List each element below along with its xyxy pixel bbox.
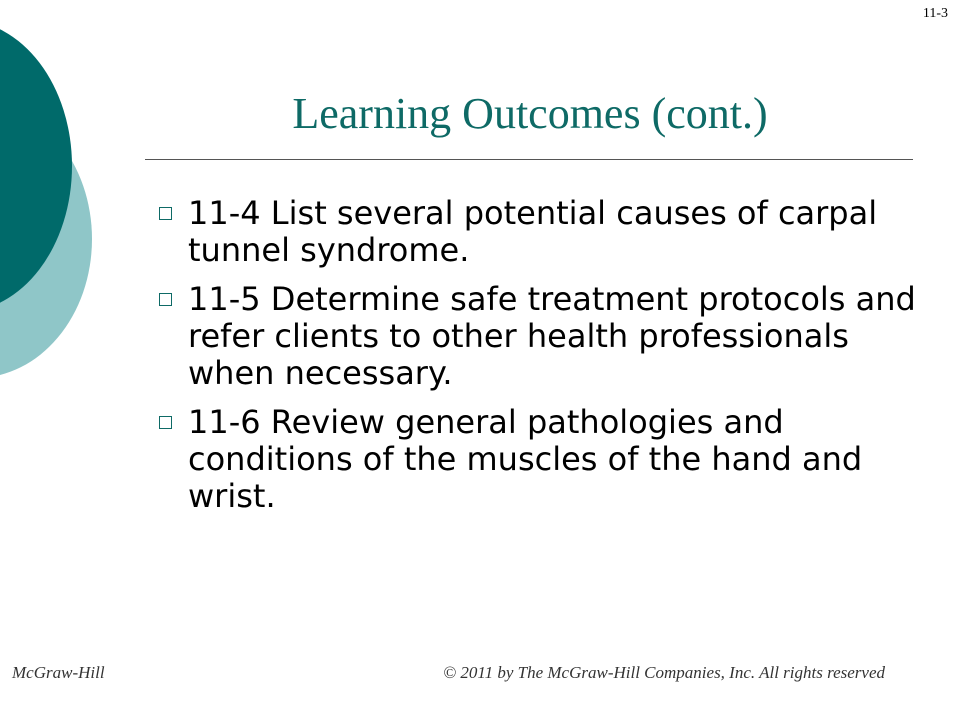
bullet-item — [155, 281, 925, 392]
hollow-square-bullet-icon — [159, 416, 172, 429]
bullet-item — [155, 195, 925, 269]
bullet-list — [155, 195, 925, 527]
bullet-text: 11-4 List several potential causes of carpal tunnel syndrome. — [188, 194, 878, 269]
slide-title: Learning Outcomes (cont.) — [292, 89, 768, 138]
bullet-item — [155, 404, 925, 515]
footer-publisher: McGraw-Hill — [12, 663, 105, 682]
footer-copyright: © 2011 by The McGraw-Hill Companies, Inc. All rights reserved — [443, 663, 885, 682]
hollow-square-bullet-icon — [159, 207, 172, 220]
title-divider — [145, 159, 913, 160]
bullet-text: 11-5 Determine safe treatment protocols and refer clients to other health professionals when necessary. — [188, 280, 916, 392]
hollow-square-bullet-icon — [159, 293, 172, 306]
bullet-text: 11-6 Review general pathologies and conditions of the muscles of the hand and wrist. — [188, 403, 863, 515]
slide-number: 11-3 — [922, 6, 948, 21]
